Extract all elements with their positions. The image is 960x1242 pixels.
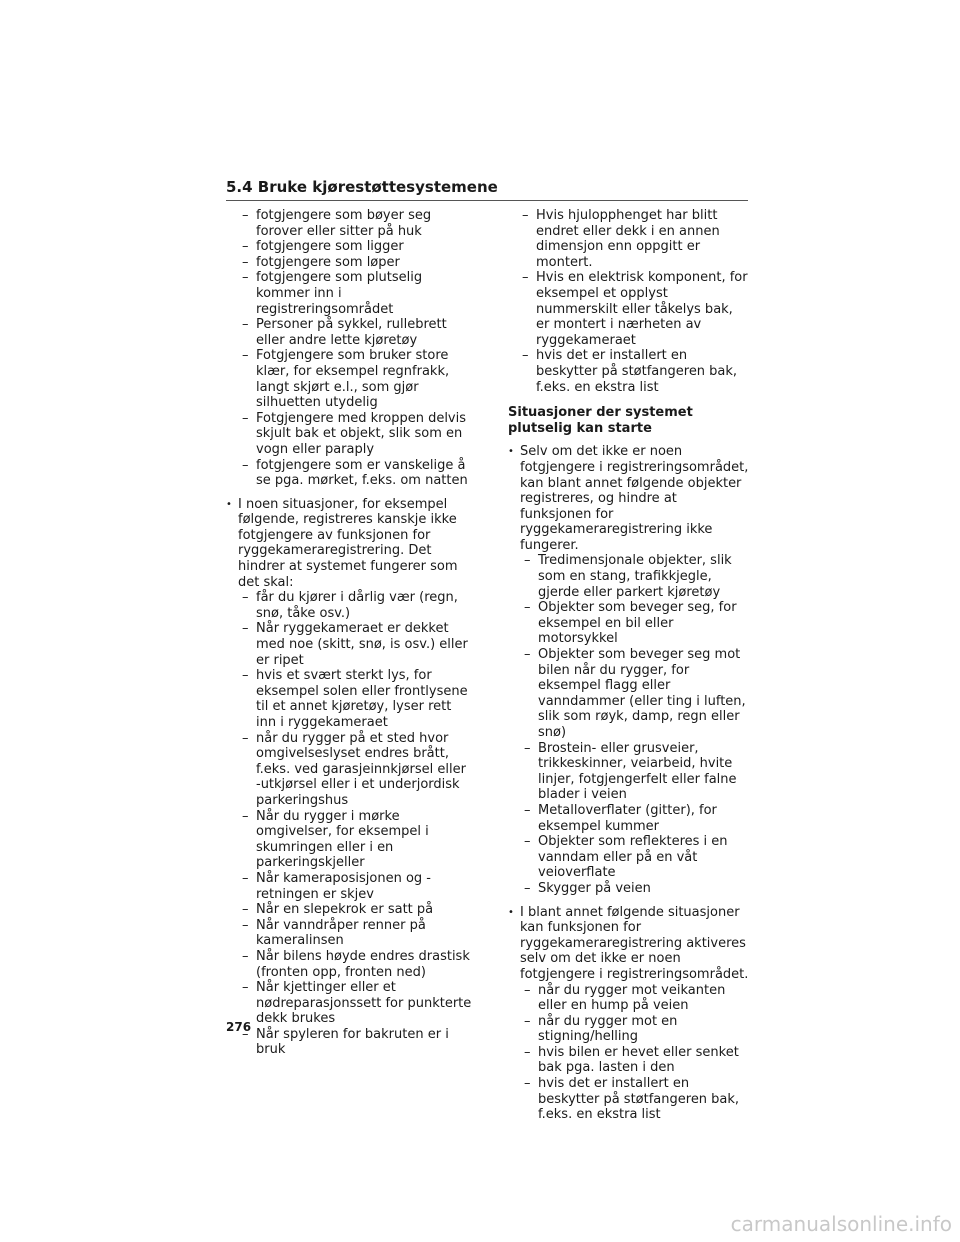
- dash-item: – Når ryggekameraet er dekket med noe (skitt, snø, is osv.) eller er ripet: [238, 621, 474, 668]
- left-column: [226, 208, 474, 1058]
- bullet-item: [508, 905, 750, 1123]
- dash-item: – fotgjengere som er vanskelige å se pga. mørket, f.eks. om natten: [226, 458, 474, 489]
- dash-item: – hvis bilen er hevet eller senket bak pga. lasten i den: [520, 1045, 750, 1076]
- dash-item: – Personer på sykkel, rullebrett eller andre lette kjøretøy: [226, 317, 474, 348]
- dash-item: – fotgjengere som plutselig kommer inn i registreringsområdet: [226, 270, 474, 317]
- dash-item: – Når kjettinger eller et nødreparasjonssett for punkterte dekk brukes: [238, 980, 474, 1027]
- dash-item: – Tredimensjonale objekter, slik som en stang, trafikkjegle, gjerde eller parkert kjøretøy: [520, 553, 750, 600]
- watermark: carmanualsonline.info: [730, 1212, 952, 1236]
- dash-item: – når du rygger mot en stigning/helling: [520, 1014, 750, 1045]
- section-title: 5.4 Bruke kjørestøttesystemene: [226, 178, 498, 196]
- bullet-text: I noen situasjoner, for eksempel følgende, registreres kanskje ikke fotgjengere av funksjonen for ryggekameraregistrering. Det hindrer at systemet fungerer som det skal:: [238, 496, 458, 590]
- top-dash-list: [508, 208, 750, 395]
- dash-item: – hvis et svært sterkt lys, for eksempel solen eller frontlysene til et annet kjøretøy, lyser rett inn i ryggekameraet: [238, 668, 474, 730]
- dash-item: – Objekter som beveger seg, for eksempel en bil eller motorsykkel: [520, 600, 750, 647]
- bullet-text: Selv om det ikke er noen fotgjengere i registreringsområdet, kan blant annet følgende objekter registreres, og hindre at funksjonen for ryggekameraregistrering ikke fungerer.: [520, 444, 749, 553]
- dash-item: – Objekter som reflekteres i en vanndam eller på en våt veioverflate: [520, 834, 750, 881]
- dash-item: – når du rygger på et sted hvor omgivelseslyset endres brått, f.eks. ved garasjeinnkjørsel eller -utkjørsel eller i et underjordisk parkeringshus: [238, 731, 474, 809]
- dash-item: – hvis det er installert en beskytter på støtfangeren bak, f.eks. en ekstra list: [520, 1076, 750, 1123]
- bullet-list: [226, 497, 474, 1058]
- dash-item: – får du kjører i dårlig vær (regn, snø, tåke osv.): [238, 590, 474, 621]
- subheading: Situasjoner der systemet plutselig kan starte: [508, 405, 693, 436]
- bullet-item: [226, 497, 474, 1058]
- dash-item: – fotgjengere som løper: [226, 255, 474, 271]
- dash-item: – Når vanndråper renner på kameralinsen: [238, 918, 474, 949]
- page-number: 276: [226, 1020, 252, 1034]
- right-column: [508, 208, 750, 1123]
- dash-item: – Når du rygger i mørke omgivelser, for eksempel i skumringen eller i en parkeringskjeller: [238, 809, 474, 871]
- dash-item: – Hvis en elektrisk komponent, for eksempel et opplyst nummerskilt eller tåkelys bak, er montert i nærheten av ryggekameraet: [508, 270, 750, 348]
- sub-dash-list: [238, 590, 474, 1058]
- dash-item: – Skygger på veien: [520, 881, 750, 897]
- dash-item: – hvis det er installert en beskytter på støtfangeren bak, f.eks. en ekstra list: [508, 348, 750, 395]
- dash-item: – fotgjengere som bøyer seg forover eller sitter på huk: [226, 208, 474, 239]
- intro-dash-list: [226, 208, 474, 489]
- dash-item: – Når kameraposisjonen og -retningen er skjev: [238, 871, 474, 902]
- dash-item: – Objekter som beveger seg mot bilen når du rygger, for eksempel flagg eller vanndammer (eller ting i luften, slik som røyk, damp, regn eller snø): [520, 647, 750, 741]
- dash-item: – fotgjengere som ligger: [226, 239, 474, 255]
- dash-item: – Fotgjengere som bruker store klær, for eksempel regnfrakk, langt skjørt e.l., som gjør silhuetten utydelig: [226, 348, 474, 410]
- dash-item: – Metalloverflater (gitter), for eksempel kummer: [520, 803, 750, 834]
- dash-item: – Hvis hjulopphenget har blitt endret eller dekk i en annen dimensjon enn oppgitt er montert.: [508, 208, 750, 270]
- bullet-text: I blant annet følgende situasjoner kan funksjonen for ryggekameraregistrering aktiveres selv om det ikke er noen fotgjengere i registreringsområdet.: [520, 904, 749, 982]
- sub-dash-list: [520, 983, 750, 1123]
- dash-item: – Når en slepekrok er satt på: [238, 902, 474, 918]
- title-divider: [226, 200, 748, 201]
- sub-dash-list: [520, 553, 750, 896]
- bullet-list: [508, 444, 750, 1123]
- dash-item: – Når spyleren for bakruten er i bruk: [238, 1027, 474, 1058]
- dash-item: – Brostein- eller grusveier, trikkeskinner, veiarbeid, hvite linjer, fotgjengerfelt eller falne blader i veien: [520, 741, 750, 803]
- bullet-item: [508, 444, 750, 896]
- dash-item: – Når bilens høyde endres drastisk (fronten opp, fronten ned): [238, 949, 474, 980]
- dash-item: – når du rygger mot veikanten eller en hump på veien: [520, 983, 750, 1014]
- dash-item: – Fotgjengere med kroppen delvis skjult bak et objekt, slik som en vogn eller paraply: [226, 411, 474, 458]
